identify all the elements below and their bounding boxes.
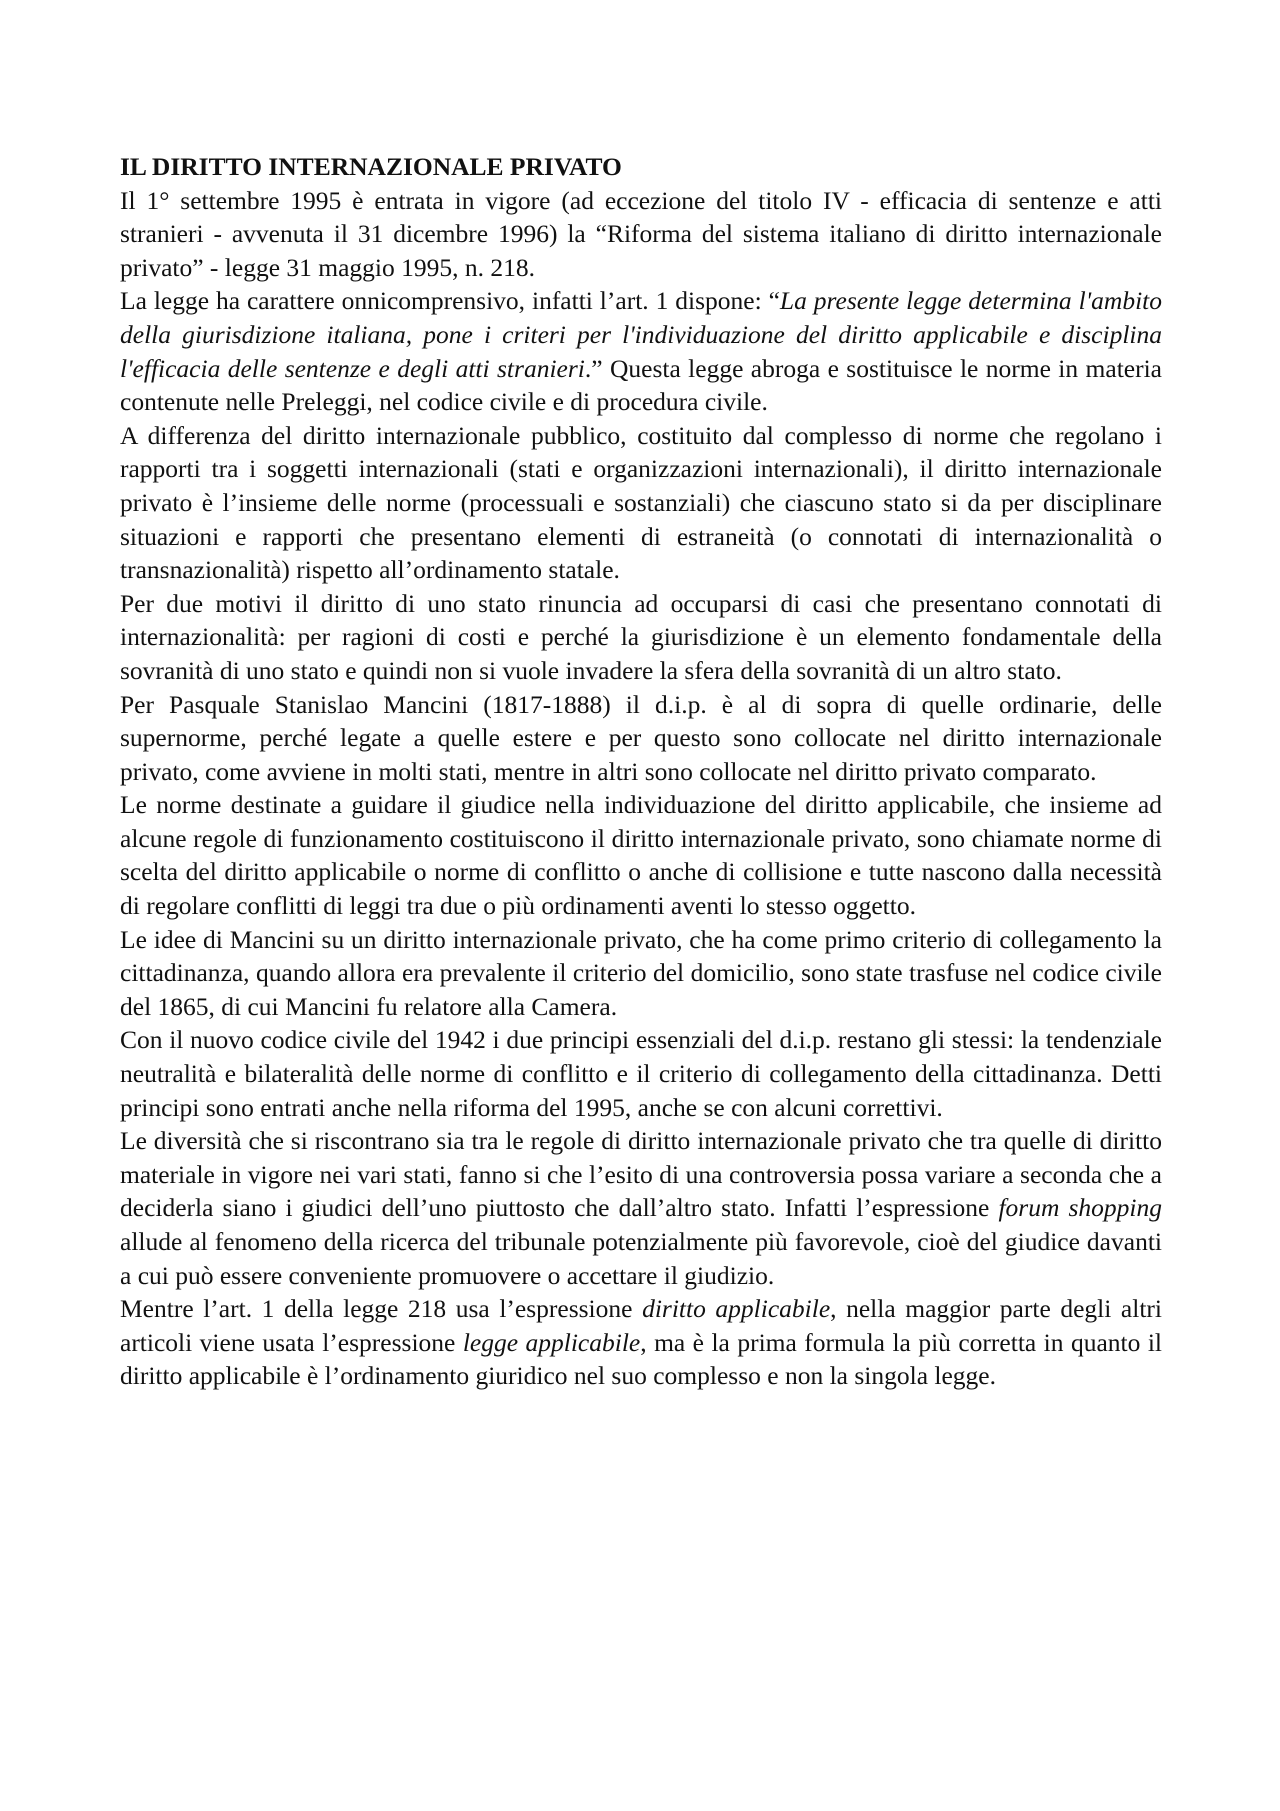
text-run: , nella maggior parte degli altri articoli viene usata l’espressione [120,1294,1162,1357]
paragraph [120,923,1162,1024]
italic-text: forum shopping [998,1193,1162,1223]
paragraph [120,184,1162,285]
paragraph [120,688,1162,789]
text-run: Le diversità che si riscontrano sia tra le regole di diritto internazionale privato che tra quelle di diritto materiale in vigore nei vari stati, fanno si che l’esito di una controversia possa variare a seconda che a deciderla siano i giudici dell’uno piuttosto che dall’altro stato. Infatti l’espressione [120,1126,1162,1223]
italic-text: legge applicabile [462,1327,641,1357]
text-run: Le idee di Mancini su un diritto internazionale privato, che ha come primo criterio di collegamento la cittadinanza, quando allora era prevalente il criterio del domicilio, sono state trasfuse nel codice civile del 1865, di cui Mancini fu relatore alla Camera. [120,924,1162,1021]
paragraph [120,788,1162,922]
text-run: Mentre l’art. 1 della legge 218 usa l’espressione [120,1294,643,1324]
paragraph [120,1023,1162,1124]
paragraph [120,1124,1162,1292]
text-run: La legge ha carattere onnicomprensivo, infatti l’art. 1 dispone: “ [120,286,780,316]
italic-text: diritto applicabile [642,1294,831,1324]
text-run: .” Questa legge abroga e sostituisce le norme in materia contenute nelle Preleggi, nel codice civile e di procedura civile. [120,353,1162,417]
text-run: Le norme destinate a guidare il giudice nella individuazione del diritto applicabile, che insieme ad alcune regole di funzionamento costituiscono il diritto internazionale privato, sono chiamate norme di scelta del diritto applicabile o norme di conflitto o anche di collisione e tutte nascono dalla necessità di regolare conflitti di leggi tra due o più ordinamenti aventi lo stesso oggetto. [120,790,1162,921]
text-run: A differenza del diritto internazionale pubblico, costituito dal complesso di norme che regolano i rapporti tra i soggetti internazionali (stati e organizzazioni internazionali), il diritto internazionale privato è l’insieme delle norme (processuali e sostanziali) che ciascuno stato si da per disciplinare situazioni e rapporti che presentano elementi di estraneità (o connotati di internazionalità o transnazionalità) rispetto all’ordinamento statale. [120,420,1162,585]
paragraph [120,587,1162,688]
paragraph [120,284,1162,418]
document-title: IL DIRITTO INTERNAZIONALE PRIVATO [120,152,622,181]
document-body [120,184,1162,1393]
paragraph [120,1292,1162,1393]
italic-text: La presente legge determina l'ambito della giurisdizione italiana, pone i criteri per l'individuazione del diritto applicabile e disciplina l'efficacia delle sentenze e degli atti stranieri [120,286,1162,383]
text-run: , ma è la prima formula la più corretta in quanto il diritto applicabile è l’ordinamento giuridico nel suo complesso e non la singola legge. [120,1327,1163,1391]
text-run: Per due motivi il diritto di uno stato rinuncia ad occuparsi di casi che presentano connotati di internazionalità: per ragioni di costi e perché la giurisdizione è un elemento fondamentale della sovranità di uno stato e quindi non si vuole invadere la sfera della sovranità di un altro stato. [120,588,1162,685]
text-run: Il 1° settembre 1995 è entrata in vigore (ad eccezione del titolo IV - efficacia di sentenze e atti stranieri - avvenuta il 31 dicembre 1996) la “Riforma del sistema italiano di diritto internazionale privato” - legge 31 maggio 1995, n. 218. [120,185,1162,282]
document-page [120,150,1162,1393]
text-run: allude al fenomeno della ricerca del tribunale potenzialmente più favorevole, cioè del giudice davanti a cui può essere conveniente promuovere o accettare il giudizio. [120,1227,1162,1290]
paragraph [120,419,1162,587]
text-run: Con il nuovo codice civile del 1942 i due principi essenziali del d.i.p. restano gli stessi: la tendenziale neutralità e bilateralità delle norme di conflitto e il criterio di collegamento della cittadinanza. Detti principi sono entrati anche nella riforma del 1995, anche se con alcuni correttivi. [120,1025,1162,1122]
text-run: Per Pasquale Stanislao Mancini (1817-1888) il d.i.p. è al di sopra di quelle ordinarie, delle supernorme, perché legate a quelle estere e per questo sono collocate nel diritto internazionale privato, come avviene in molti stati, mentre in altri sono collocate nel diritto privato comparato. [120,689,1162,786]
